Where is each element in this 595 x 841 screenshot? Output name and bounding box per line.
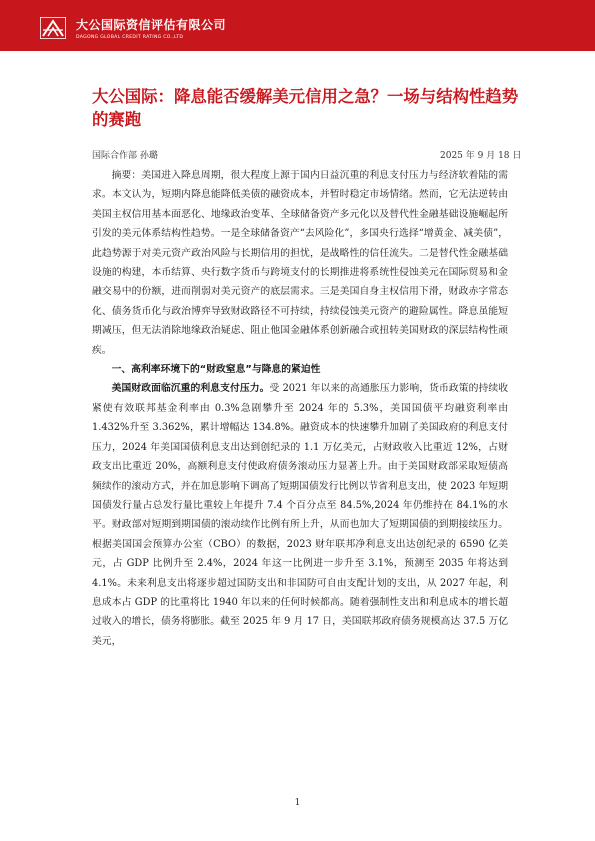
paragraph-text: 受 2021 年以来的高通胀压力影响，货币政策的持续收紧使有效联邦基金利率由 0.3%急剧攀升至 2024 年的 5.3%，美国国债平均融资利率由 1.432%升至 3.362%，累计增幅达 134.8%。融资成本的快速攀升加剧了美国政府的利息支付压力，2024 年美国国债利息支出达到创纪录的 1.1 万亿美元，占财政收入比重近 12%，占财政支出比重近 20%，高额利息支付使政府债务滚动压力显著上升。由于美国财政部采取短债高频续作的滚动方式，并在加息影响下调高了短期国债发行比例以节省利息支出，使 2023 年短期国债发行量占总发行量比重较上年提升 7.4 个百分点至 84.5%,2024 年仍维持在 84.1%的水平。财政部对短期到期国债的滚动续作比例有所上升，从而也加大了短期国债的到期接续压力。根据美国国会预算办公室（CBO）的数据，2023 财年联邦净利息支出达创纪录的 6590 亿美元，占 GDP 比例升至 2.4%，2024 年这一比例进一步升至 3.1%，预测至 2035 年将达到 4.1%。未来利息支出将逐步超过国防支出和非国防可自由支配计划的支出，从 2027 年起，利息成本占 GDP 的比重将比 1940 年以来的任何时候都高。随着强制性支出和利息成本的增长超过收入的增长，债务将膨胀。截至 2025 年 9 月 17 日，美国联邦政府债务规模高达 37.5 万亿美元， bbox=[92, 383, 509, 647]
article-date: 2025 年 9 月 18 日 bbox=[440, 151, 522, 161]
header-banner bbox=[0, 0, 595, 51]
article-title: 大公国际：降息能否缓解美元信用之急？一场与结构性趋势的赛跑 bbox=[92, 87, 519, 129]
article-author: 国际合作部 孙璐 bbox=[92, 151, 158, 161]
section-heading: 一、高利率环境下的“财政窒息”与降息的紧迫性 bbox=[111, 364, 321, 376]
company-name: 大公国际资信评估有限公司 bbox=[76, 18, 227, 32]
company-name-english: DAGONG GLOBAL CREDIT RATING CO.,LTD bbox=[76, 35, 184, 40]
abstract-paragraph: 摘要：美国进入降息周期，很大程度上源于国内日益沉重的利息支付压力与经济软着陆的需求。本文认为，短期内降息能降低美债的融资成本，并暂时稳定市场情绪。然而，它无法逆转由美国主权信用基本面恶化、地缘政治变革、全球储备资产多元化以及替代性金融基础设施崛起所引发的美元体系结构性趋势。一是全球储备资产“去风险化”，多国央行选择“增黄金、减美债”，此趋势源于对美元资产政治风险与长期信用的担忧，是战略性的信任流失。二是替代性金融基础设施的构建，本币结算、央行数字货币与跨境支付的长期推进将系统性侵蚀美元在国际贸易和金融交易中的份额，进而削弱对美元资产的底层需求。三是美国自身主权信用下滑，财政赤字常态化、债务货币化与政治博弈导致财政路径不可持续，持续侵蚀美元资产的避险属性。降息虽能短期减压，但无法消除地缘政治疑虑、阻止他国金融体系创新融合或扭转美国财政的深层结构性顽疾。 bbox=[92, 170, 508, 356]
body-paragraph bbox=[92, 379, 508, 651]
page-number: 1 bbox=[294, 798, 301, 808]
company-logo-icon bbox=[40, 17, 66, 39]
article-body bbox=[92, 166, 508, 651]
paragraph-lead: 美国财政面临沉重的利息支付压力。 bbox=[111, 383, 270, 395]
